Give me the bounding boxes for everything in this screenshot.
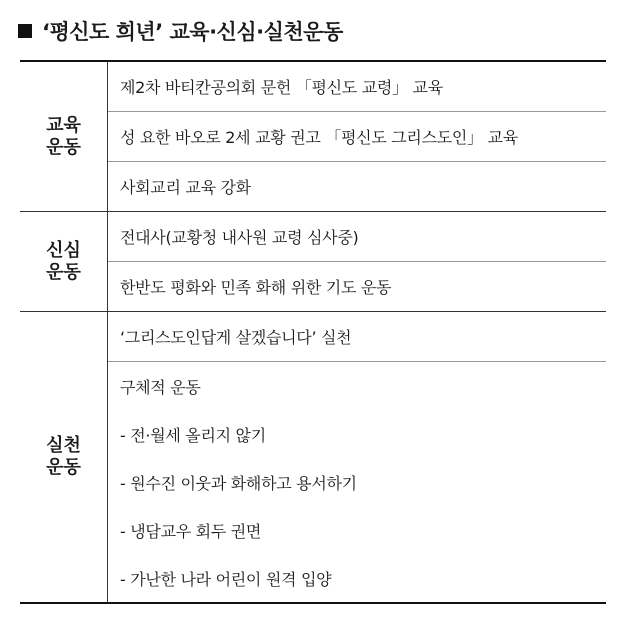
category-label: 교육 운동 xyxy=(46,114,81,158)
movement-table xyxy=(20,60,606,604)
table-row: 제2차 바티칸공의회 문헌 「평신도 교령」 교육 xyxy=(108,62,606,112)
table-row: 전대사(교황청 내사원 교령 심사중) xyxy=(108,212,606,262)
list-item: 구체적 운동 xyxy=(120,377,201,397)
square-bullet-icon xyxy=(18,24,32,38)
table-row: ‘그리스도인답게 살겠습니다’ 실천 xyxy=(108,312,606,362)
list-item: - 가난한 나라 어린이 원격 입양 xyxy=(120,569,332,589)
table-row: 사회교리 교육 강화 xyxy=(120,178,251,197)
category-cell xyxy=(20,62,108,211)
section-practice xyxy=(20,312,606,602)
item-list xyxy=(108,62,606,211)
sub-item-list xyxy=(108,362,606,602)
page-title xyxy=(18,14,343,48)
title-text: ‘평신도 희년’ 교육·신심·실천운동 xyxy=(42,20,343,44)
section-devotion xyxy=(20,212,606,312)
list-item: - 전·월세 올리지 않기 xyxy=(120,425,266,445)
section-education xyxy=(20,62,606,212)
list-item: - 원수진 이웃과 화해하고 용서하기 xyxy=(120,473,357,493)
category-cell xyxy=(20,312,108,602)
item-list xyxy=(108,312,606,602)
category-label: 신심 운동 xyxy=(46,239,81,283)
table-row: 성 요한 바오로 2세 교황 권고 「평신도 그리스도인」 교육 xyxy=(108,112,606,162)
table-row: 한반도 평화와 민족 화해 위한 기도 운동 xyxy=(120,278,392,297)
list-item: - 냉담교우 회두 권면 xyxy=(120,521,262,541)
category-cell xyxy=(20,212,108,311)
category-label: 실천 운동 xyxy=(46,435,81,478)
item-list xyxy=(108,212,606,311)
